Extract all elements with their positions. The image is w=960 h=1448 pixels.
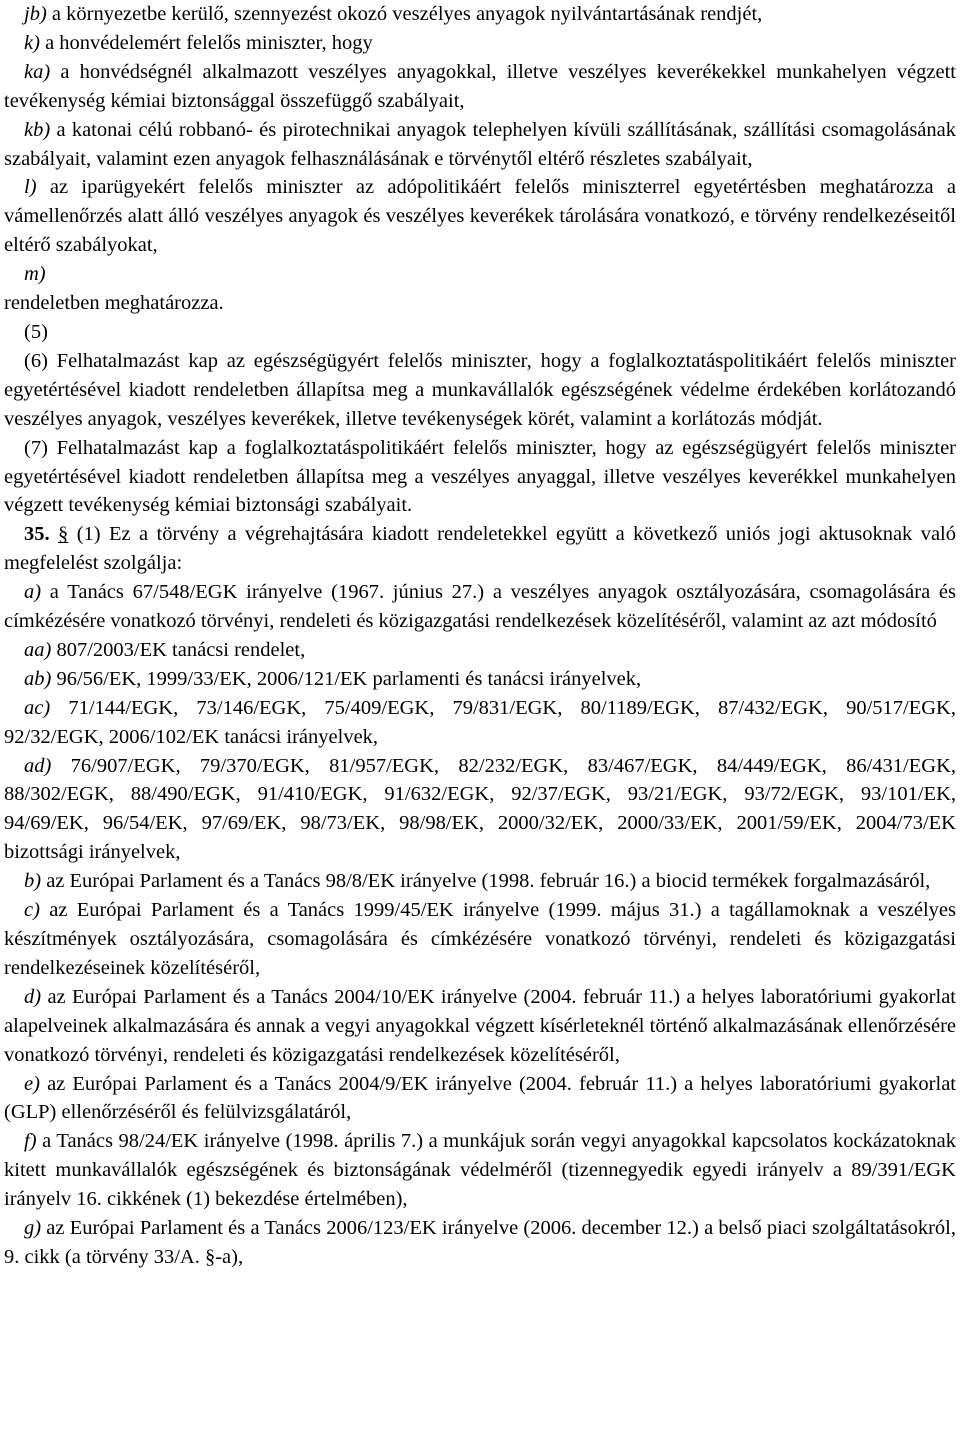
item-text: a Tanács 67/548/EGK irányelve (1967. június 27.) a veszélyes anyagok osztályozására, csomagolására és címkézésére vonatkozó törvényi, rendeleti és közigazgatási rendelkezések közelítéséről, valamint az azt módosító <box>4 581 956 633</box>
item-text: az Európai Parlament és a Tanács 2006/123/EK irányelve (2006. december 12.) a belső piaci szolgáltatásokról, 9. cikk (a törvény 33/A. §-a), <box>4 1217 956 1268</box>
item-marker: kb) <box>24 118 51 141</box>
paragraph-k <box>4 29 956 58</box>
item-text: 71/144/EGK, 73/146/EGK, 75/409/EGK, 79/831/EGK, 80/1189/EGK, 87/432/EGK, 90/517/EGK, 92/32/EGK, 2006/102/EK tanácsi irányelvek, <box>4 696 956 748</box>
paragraph-c <box>4 896 956 983</box>
paragraph-aa <box>4 636 956 665</box>
item-text: (7) Felhatalmazást kap a foglalkoztatáspolitikáért felelős miniszter, hogy az egészségügyért felelős miniszter egyetértésével kiadott rendeletben állapítsa meg a veszélyes anyaggal, illetve veszélyes keverékkel munkahelyen végzett tevékenység kémiai biztonsági szabályait. <box>4 436 956 517</box>
item-marker: g) <box>24 1217 42 1240</box>
item-text: a honvédelemért felelős miniszter, hogy <box>39 31 373 54</box>
paragraph-ab <box>4 665 956 694</box>
paragraph-e <box>4 1070 956 1128</box>
item-marker: ac) <box>24 696 51 719</box>
paragraph-6 <box>4 347 956 434</box>
paragraph-7 <box>4 434 956 521</box>
item-marker: ab) <box>24 667 52 690</box>
item-text: az Európai Parlament és a Tanács 2004/10/EK irányelve (2004. február 11.) a helyes laboratóriumi gyakorlat alapelveinek alkalmazására és annak a vegyi anyagokkal végzett kísérleteknél történő alkalmazásának ellenőrzésére vonatkozó törvényi, rendeleti és közigazgatási rendelkezések közelítéséről, <box>4 985 956 1066</box>
paragraph-ka <box>4 58 956 116</box>
item-marker: c) <box>24 899 40 922</box>
section-sign: § <box>58 523 69 546</box>
item-text: a környezetbe kerülő, szennyezést okozó veszélyes anyagok nyilvántartásának rendjét, <box>46 3 763 25</box>
paragraph-kb <box>4 116 956 174</box>
item-text: a katonai célú robbanó- és pirotechnikai anyagok telephelyen kívüli szállításának, szállítási csomagolásának szabályait, valamint ezen anyagok felhasználásának e törvénytől eltérő részletes szabályait, <box>4 118 956 170</box>
paragraph-d <box>4 983 956 1070</box>
item-text: 76/907/EGK, 79/370/EGK, 81/957/EGK, 82/232/EGK, 83/467/EGK, 84/449/EGK, 86/431/EGK, 88/302/EGK, 88/490/EGK, 91/410/EGK, 91/632/EGK, 92/37/EGK, 93/21/EGK, 93/72/EGK, 93/101/EK, 94/69/EK, 96/54/EK, 97/69/EK, 98/73/EK, 98/98/EK, 2000/32/EK, 2000/33/EK, 2001/59/EK, 2004/73/EK bizottsági irányelvek, <box>4 754 956 864</box>
item-text: a honvédségnél alkalmazott veszélyes anyagokkal, illetve veszélyes keverékekkel munkahelyen végzett tevékenység kémiai biztonsággal összefüggő szabályait, <box>4 60 956 112</box>
paragraph-g <box>4 1214 956 1272</box>
item-text: az Európai Parlament és a Tanács 1999/45/EK irányelve (1999. május 31.) a tagállamoknak a veszélyes készítmények osztályozására, csomagolására és címkézésére vonatkozó törvényi, rendeleti és közigazgatási rendelkezéseinek közelítéséről, <box>4 899 956 979</box>
item-marker: m) <box>24 263 46 286</box>
section-35 <box>4 520 956 578</box>
item-marker: e) <box>24 1072 40 1095</box>
paragraph-jb <box>4 0 956 29</box>
item-text: az Európai Parlament és a Tanács 2004/9/EK irányelve (2004. február 11.) a helyes laboratóriumi gyakorlat (GLP) ellenőrzéséről és felülvizsgálatáról, <box>4 1072 956 1124</box>
item-text: a Tanács 98/24/EK irányelve (1998. április 7.) a munkájuk során vegyi anyagokkal kapcsolatos kockázatoknak kitett munkavállalók egészségének és biztonságának védelméről (tizennegyedik egyedi irányelv a 89/391/EGK irányelv 16. cikkének (1) bekezdése értelmében), <box>4 1130 956 1211</box>
paragraph-ad <box>4 752 956 868</box>
item-text: az iparügyekért felelős miniszter az adópolitikáért felelős miniszterrel egyetértésben meghatározza a vámellenőrzés alatt álló veszélyes anyagok és veszélyes keverékek tárolására vonatkozó, e törvény rendelkezéseitől eltérő szabályokat, <box>4 176 956 257</box>
item-text: 807/2003/EK tanácsi rendelet, <box>51 638 306 661</box>
paragraph-f <box>4 1127 956 1214</box>
paragraph-a <box>4 578 956 636</box>
item-text: (1) Ez a törvény a végrehajtására kiadott rendeletekkel együtt a következő uniós jogi aktusoknak való megfelelést szolgálja: <box>4 523 956 575</box>
paragraph-ac <box>4 694 956 752</box>
paragraph-5 <box>4 318 956 347</box>
item-marker: k) <box>24 31 40 54</box>
item-text: (5) <box>24 320 48 343</box>
item-text: rendeletben meghatározza. <box>4 292 224 315</box>
item-marker: l) <box>24 176 37 199</box>
item-text: (6) Felhatalmazást kap az egészségügyért felelős miniszter, hogy a foglalkoztatáspolitikáért felelős miniszter egyetértésével kiadott rendeletben állapítsa meg a munkavállalók egészségének védelme érdekében korlátozandó veszélyes anyagok, veszélyes keverékek, illetve tevékenységek körét, valamint a korlátozás módját. <box>4 349 956 430</box>
item-text: 96/56/EK, 1999/33/EK, 2006/121/EK parlamenti és tanácsi irányelvek, <box>51 667 642 690</box>
section-number: 35. <box>24 523 50 546</box>
paragraph-closing <box>4 289 956 318</box>
item-marker: b) <box>24 870 42 893</box>
paragraph-m <box>4 260 956 289</box>
item-marker: ka) <box>24 60 51 83</box>
item-marker: f) <box>24 1130 37 1153</box>
item-marker: d) <box>24 985 42 1008</box>
paragraph-b <box>4 867 956 896</box>
paragraph-l <box>4 173 956 260</box>
item-text: az Európai Parlament és a Tanács 98/8/EK irányelve (1998. február 16.) a biocid termékek forgalmazásáról, <box>41 870 931 893</box>
item-marker: jb) <box>24 3 47 25</box>
item-marker: aa) <box>24 638 52 661</box>
item-marker: a) <box>24 581 42 604</box>
item-marker: ad) <box>24 754 52 777</box>
